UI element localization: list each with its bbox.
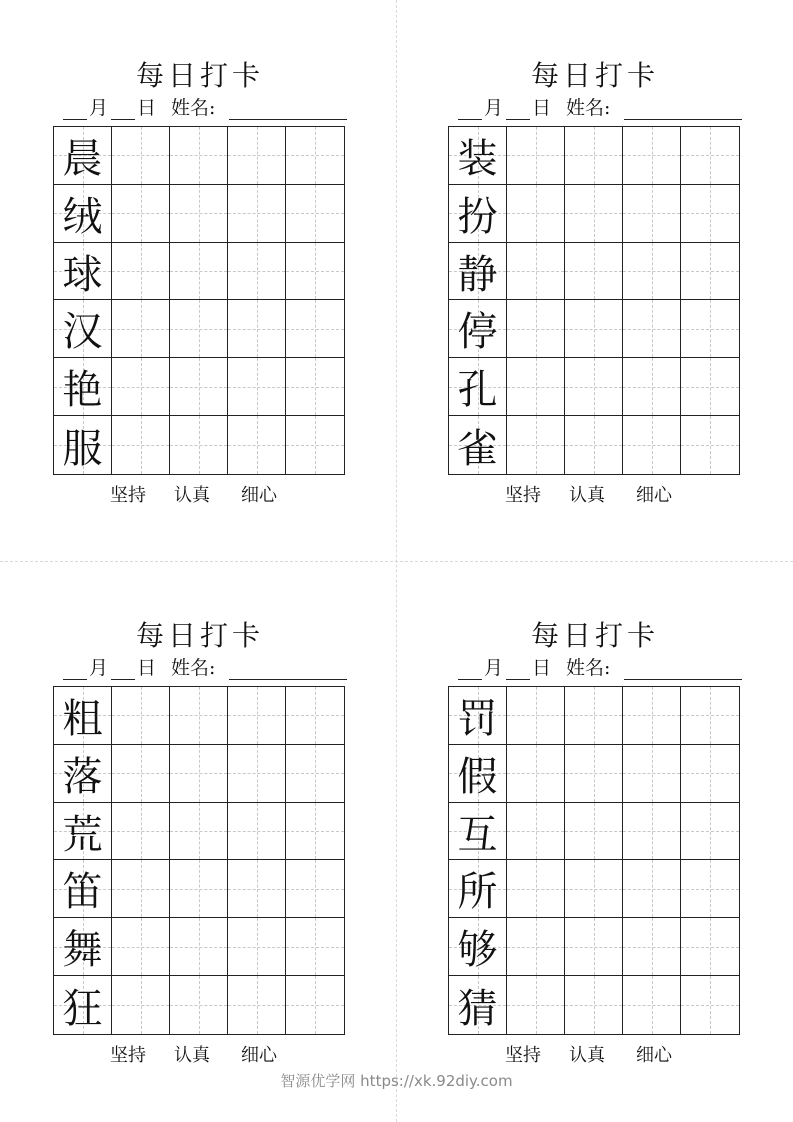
practice-cell[interactable] <box>112 300 170 358</box>
name-label: 姓名: <box>566 657 611 679</box>
practice-cell[interactable] <box>681 358 739 416</box>
model-character-cell <box>54 416 112 474</box>
practice-cell[interactable] <box>565 243 623 301</box>
practice-cell[interactable] <box>286 300 344 358</box>
practice-cell[interactable] <box>623 745 681 803</box>
practice-cell[interactable] <box>623 185 681 243</box>
practice-cell[interactable] <box>565 300 623 358</box>
card-title: 每日打卡 <box>135 59 264 92</box>
practice-cell[interactable] <box>681 127 739 185</box>
model-character: 球 <box>62 251 103 298</box>
practice-cell[interactable] <box>228 416 286 474</box>
practice-cell[interactable] <box>112 185 170 243</box>
practice-cell[interactable] <box>228 745 286 803</box>
practice-cell[interactable] <box>286 918 344 976</box>
practice-cell[interactable] <box>507 745 565 803</box>
practice-cell[interactable] <box>565 127 623 185</box>
model-character-cell <box>449 358 507 416</box>
month-label: 月 <box>89 97 109 119</box>
practice-cell[interactable] <box>286 976 344 1034</box>
card-title: 每日打卡 <box>530 59 659 92</box>
motto-word: 细心 <box>636 485 672 506</box>
motto-word: 认真 <box>174 1045 210 1066</box>
card-title: 每日打卡 <box>135 619 264 652</box>
practice-cell[interactable] <box>170 860 228 918</box>
model-character: 罚 <box>457 695 498 742</box>
name-blank[interactable] <box>624 679 742 680</box>
practice-cell[interactable] <box>565 918 623 976</box>
day-blank[interactable] <box>506 679 530 680</box>
practice-cell[interactable] <box>507 976 565 1034</box>
practice-cell[interactable] <box>681 918 739 976</box>
model-character: 晨 <box>62 135 103 182</box>
card-title: 每日打卡 <box>530 619 659 652</box>
practice-cell[interactable] <box>170 918 228 976</box>
practice-cell[interactable] <box>623 976 681 1034</box>
model-character: 狂 <box>62 985 103 1032</box>
month-blank[interactable] <box>63 119 87 120</box>
practice-cell[interactable] <box>507 185 565 243</box>
practice-cell[interactable] <box>170 358 228 416</box>
model-character-cell <box>54 185 112 243</box>
motto-word: 坚持 <box>110 1045 146 1066</box>
practice-cell[interactable] <box>681 803 739 861</box>
motto-word: 坚持 <box>505 1045 541 1066</box>
practice-cell[interactable] <box>507 860 565 918</box>
practice-cell[interactable] <box>507 416 565 474</box>
month-label: 月 <box>484 97 504 119</box>
motto-word: 细心 <box>241 485 277 506</box>
practice-cell[interactable] <box>286 687 344 745</box>
practice-cell[interactable] <box>228 127 286 185</box>
practice-cell[interactable] <box>681 243 739 301</box>
model-character-cell <box>449 976 507 1034</box>
model-character: 服 <box>62 425 103 472</box>
practice-cell[interactable] <box>228 860 286 918</box>
motto-word: 认真 <box>569 1045 605 1066</box>
practice-cell[interactable] <box>286 745 344 803</box>
motto-word: 坚持 <box>110 485 146 506</box>
model-character-cell <box>449 803 507 861</box>
practice-cell[interactable] <box>623 300 681 358</box>
model-character: 艳 <box>62 367 103 414</box>
date-name-line <box>63 656 347 682</box>
practice-cell[interactable] <box>228 243 286 301</box>
motto-word: 认真 <box>569 485 605 506</box>
practice-cell[interactable] <box>228 687 286 745</box>
day-blank[interactable] <box>111 119 135 120</box>
model-character: 所 <box>457 869 498 916</box>
practice-cell[interactable] <box>170 127 228 185</box>
practice-cell[interactable] <box>507 243 565 301</box>
practice-cell[interactable] <box>565 687 623 745</box>
date-name-line <box>458 656 742 682</box>
practice-cell[interactable] <box>170 243 228 301</box>
practice-cell[interactable] <box>681 416 739 474</box>
month-label: 月 <box>484 657 504 679</box>
practice-cell[interactable] <box>286 803 344 861</box>
model-character: 假 <box>457 753 498 800</box>
practice-cell[interactable] <box>565 185 623 243</box>
model-character-cell <box>449 300 507 358</box>
model-character: 扮 <box>457 193 498 240</box>
practice-cell[interactable] <box>112 358 170 416</box>
model-character-cell <box>449 243 507 301</box>
model-character: 够 <box>457 927 498 974</box>
date-name-line <box>63 96 347 122</box>
practice-cell[interactable] <box>623 243 681 301</box>
practice-cell[interactable] <box>565 358 623 416</box>
model-character-cell <box>449 185 507 243</box>
model-character: 互 <box>457 811 498 858</box>
name-label: 姓名: <box>171 97 216 119</box>
day-label: 日 <box>137 657 157 679</box>
practice-cell[interactable] <box>170 185 228 243</box>
practice-cell[interactable] <box>565 745 623 803</box>
practice-cell[interactable] <box>507 358 565 416</box>
month-blank[interactable] <box>63 679 87 680</box>
practice-cell[interactable] <box>228 300 286 358</box>
practice-cell[interactable] <box>623 860 681 918</box>
practice-cell[interactable] <box>112 860 170 918</box>
month-blank[interactable] <box>458 679 482 680</box>
motto-word: 细心 <box>241 1045 277 1066</box>
day-label: 日 <box>532 657 552 679</box>
model-character-cell <box>449 687 507 745</box>
model-character-cell <box>54 358 112 416</box>
name-label: 姓名: <box>171 657 216 679</box>
model-character: 荒 <box>62 811 103 858</box>
practice-cell[interactable] <box>507 918 565 976</box>
practice-cell[interactable] <box>112 803 170 861</box>
practice-cell[interactable] <box>170 416 228 474</box>
practice-cell[interactable] <box>170 803 228 861</box>
watermark: 智源优学网 https://xk.92diy.com <box>280 1072 513 1090</box>
model-character-cell <box>54 860 112 918</box>
practice-cell[interactable] <box>565 976 623 1034</box>
practice-cell[interactable] <box>286 416 344 474</box>
practice-cell[interactable] <box>228 803 286 861</box>
practice-cell[interactable] <box>623 127 681 185</box>
practice-cell[interactable] <box>286 860 344 918</box>
day-blank[interactable] <box>506 119 530 120</box>
practice-cell[interactable] <box>681 687 739 745</box>
motto-word: 细心 <box>636 1045 672 1066</box>
writing-grid <box>53 686 345 1035</box>
practice-cell[interactable] <box>623 416 681 474</box>
name-label: 姓名: <box>566 97 611 119</box>
model-character-cell <box>54 803 112 861</box>
name-blank[interactable] <box>229 119 347 120</box>
practice-cell[interactable] <box>286 185 344 243</box>
practice-cell[interactable] <box>286 358 344 416</box>
practice-cell[interactable] <box>112 127 170 185</box>
motto-word: 坚持 <box>505 485 541 506</box>
practice-cell[interactable] <box>112 918 170 976</box>
model-character: 绒 <box>62 193 103 240</box>
practice-cell[interactable] <box>681 860 739 918</box>
model-character: 静 <box>457 251 498 298</box>
practice-card <box>448 618 742 1088</box>
model-character: 舞 <box>62 927 103 974</box>
practice-cell[interactable] <box>228 918 286 976</box>
motto-word: 认真 <box>174 485 210 506</box>
writing-grid <box>448 686 740 1035</box>
practice-cell[interactable] <box>228 976 286 1034</box>
practice-cell[interactable] <box>112 687 170 745</box>
practice-cell[interactable] <box>623 918 681 976</box>
model-character: 雀 <box>457 425 498 472</box>
practice-cell[interactable] <box>228 185 286 243</box>
day-blank[interactable] <box>111 679 135 680</box>
practice-cell[interactable] <box>170 976 228 1034</box>
writing-grid <box>53 126 345 475</box>
practice-cell[interactable] <box>565 860 623 918</box>
practice-cell[interactable] <box>170 300 228 358</box>
model-character-cell <box>449 860 507 918</box>
practice-cell[interactable] <box>286 127 344 185</box>
practice-card <box>53 618 347 1088</box>
practice-cell[interactable] <box>228 358 286 416</box>
model-character: 汉 <box>62 309 103 356</box>
model-character-cell <box>54 745 112 803</box>
model-character-cell <box>54 976 112 1034</box>
practice-cell[interactable] <box>623 803 681 861</box>
model-character: 装 <box>457 135 498 182</box>
practice-cell[interactable] <box>507 803 565 861</box>
practice-cell[interactable] <box>170 687 228 745</box>
model-character-cell <box>449 127 507 185</box>
practice-cell[interactable] <box>112 745 170 803</box>
model-character-cell <box>54 127 112 185</box>
model-character: 笛 <box>62 869 103 916</box>
practice-cell[interactable] <box>507 127 565 185</box>
practice-cell[interactable] <box>623 358 681 416</box>
writing-grid <box>448 126 740 475</box>
model-character: 孔 <box>457 367 498 414</box>
day-label: 日 <box>532 97 552 119</box>
model-character-cell <box>449 416 507 474</box>
practice-cell[interactable] <box>681 745 739 803</box>
practice-cell[interactable] <box>170 745 228 803</box>
practice-cell[interactable] <box>681 300 739 358</box>
practice-cell[interactable] <box>112 416 170 474</box>
name-blank[interactable] <box>624 119 742 120</box>
model-character-cell <box>54 243 112 301</box>
practice-card <box>53 58 347 528</box>
model-character-cell <box>449 745 507 803</box>
model-character: 落 <box>62 753 103 800</box>
practice-cell[interactable] <box>286 243 344 301</box>
model-character-cell <box>54 300 112 358</box>
practice-cell[interactable] <box>507 300 565 358</box>
month-label: 月 <box>89 657 109 679</box>
practice-cell[interactable] <box>565 416 623 474</box>
practice-cell[interactable] <box>565 803 623 861</box>
practice-cell[interactable] <box>507 687 565 745</box>
fold-line-horizontal <box>0 561 793 562</box>
practice-cell[interactable] <box>112 976 170 1034</box>
model-character: 停 <box>457 309 498 356</box>
model-character-cell <box>449 918 507 976</box>
practice-cell[interactable] <box>681 976 739 1034</box>
model-character: 粗 <box>62 695 103 742</box>
model-character-cell <box>54 687 112 745</box>
practice-cell[interactable] <box>681 185 739 243</box>
practice-cell[interactable] <box>112 243 170 301</box>
name-blank[interactable] <box>229 679 347 680</box>
practice-cell[interactable] <box>623 687 681 745</box>
model-character-cell <box>54 918 112 976</box>
date-name-line <box>458 96 742 122</box>
month-blank[interactable] <box>458 119 482 120</box>
day-label: 日 <box>137 97 157 119</box>
model-character: 猜 <box>457 985 498 1032</box>
practice-card <box>448 58 742 528</box>
